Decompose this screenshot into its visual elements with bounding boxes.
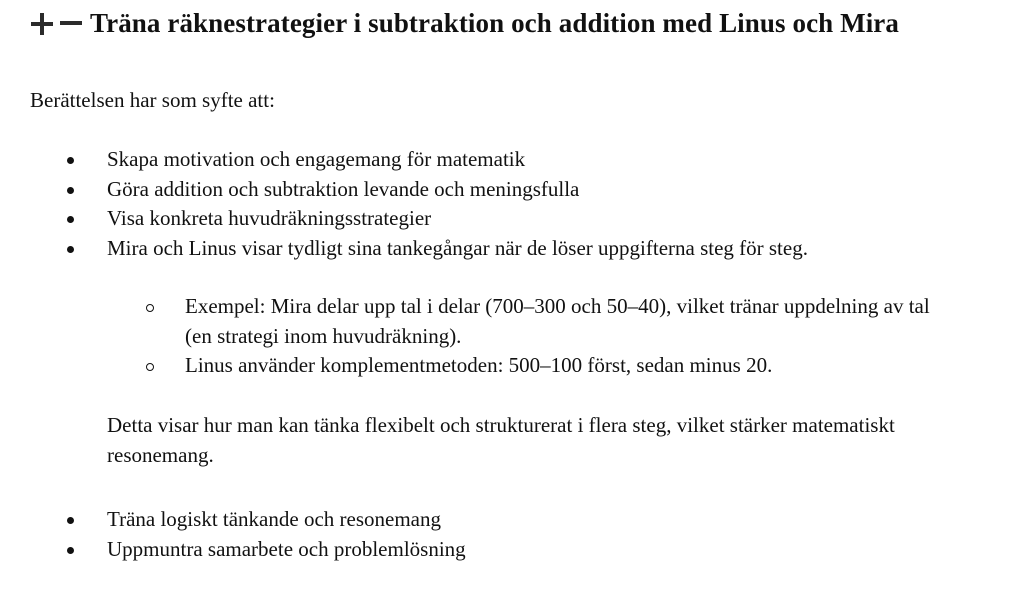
list-item xyxy=(0,234,808,264)
circle-bullet-icon xyxy=(146,304,154,312)
list-item xyxy=(0,145,808,175)
purpose-list-continued xyxy=(0,505,466,564)
list-item-text: Skapa motivation och engagemang för matematik xyxy=(107,147,526,171)
example-sublist xyxy=(0,292,1000,381)
list-item-text: Visa konkreta huvudräkningsstrategier xyxy=(107,206,432,230)
list-item-text: Uppmuntra samarbete och problemlösning xyxy=(107,536,466,561)
header-icons xyxy=(30,12,82,36)
plus-icon xyxy=(30,12,54,36)
list-item-text: Mira och Linus visar tydligt sina tankegångar när de löser uppgifterna steg för steg. xyxy=(107,235,808,260)
bullet-icon xyxy=(67,216,74,223)
bullet-icon xyxy=(67,157,74,164)
sub-list-item-text: Exempel: Mira delar upp tal i delar (700–300 och 50–40), vilket tränar uppdelning av tal (en strategi inom huvudräkning). xyxy=(185,294,930,348)
bullet-icon xyxy=(67,187,74,194)
circle-bullet-icon xyxy=(146,363,154,371)
sub-list-item xyxy=(0,351,1000,381)
list-item xyxy=(0,535,466,565)
list-item-text: Träna logiskt tänkande och resonemang xyxy=(107,507,441,531)
explanation-paragraph: Detta visar hur man kan tänka flexibelt och strukturerat i flera steg, vilket stärker matematiskt resonemang. xyxy=(107,413,895,467)
list-item xyxy=(0,175,808,205)
bullet-icon xyxy=(67,547,74,554)
intro-text: Berättelsen har som syfte att: xyxy=(30,88,275,112)
list-item xyxy=(0,505,466,535)
list-item xyxy=(0,204,808,234)
list-item-text: Göra addition och subtraktion levande och meningsfulla xyxy=(107,176,580,201)
purpose-list xyxy=(0,145,808,263)
sub-list-item xyxy=(0,292,1000,351)
document-header xyxy=(30,8,899,39)
document-title: Träna räknestrategier i subtraktion och addition med Linus och Mira xyxy=(90,8,899,38)
sub-list-item-text: Linus använder komplementmetoden: 500–100 först, sedan minus 20. xyxy=(185,353,773,377)
minus-icon xyxy=(60,12,82,36)
bullet-icon xyxy=(67,517,74,524)
bullet-icon xyxy=(67,246,74,253)
